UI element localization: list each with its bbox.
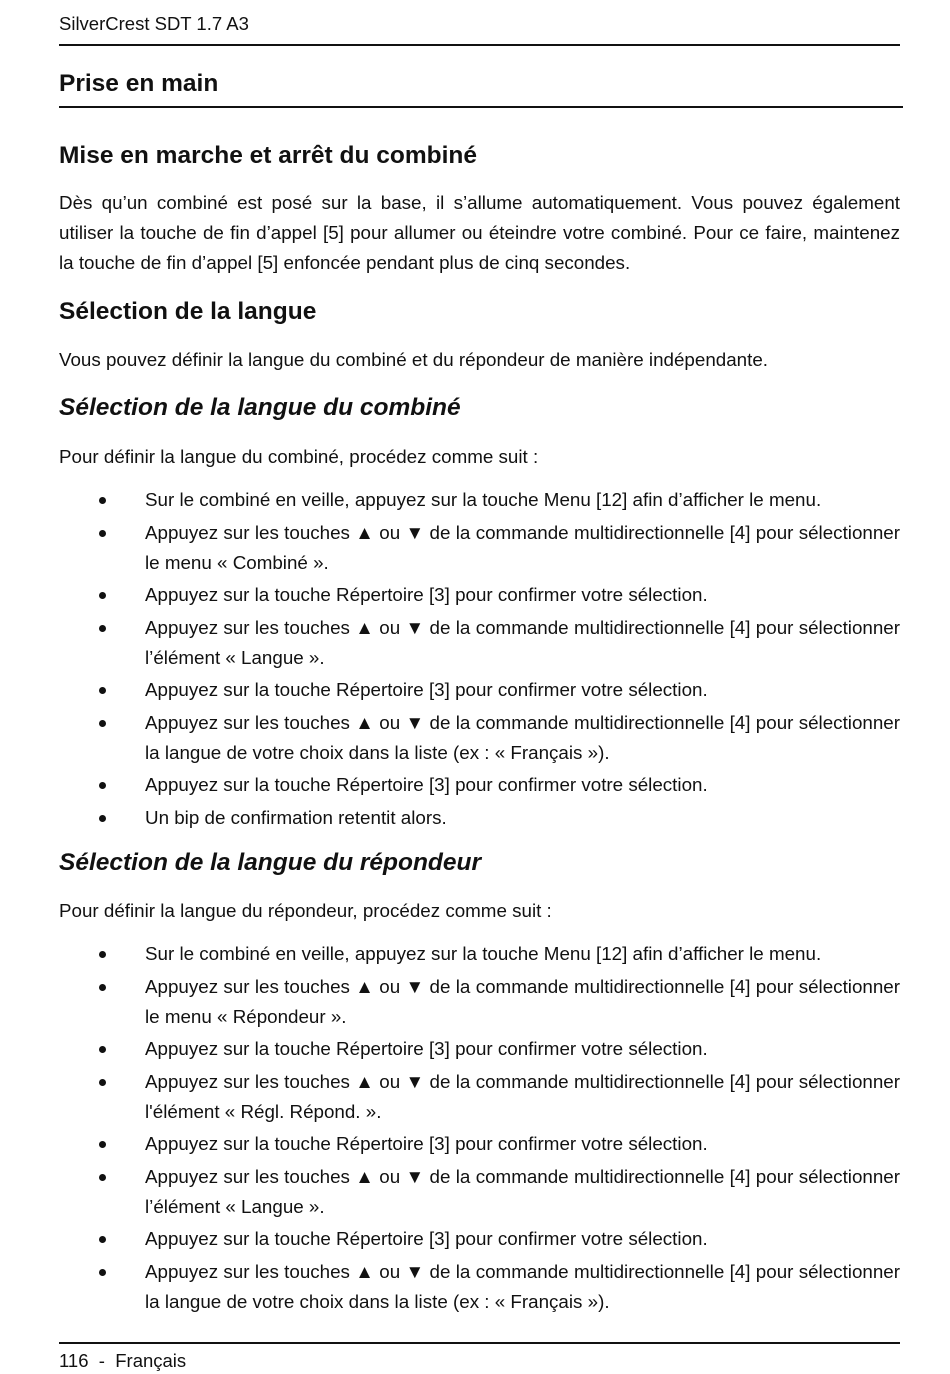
list-item (59, 803, 900, 833)
bullet-icon (99, 951, 106, 958)
language-heading: Sélection de la langue (59, 298, 317, 325)
page-number: 116 (59, 1350, 89, 1371)
bullet-icon (99, 1236, 106, 1243)
bullet-icon (99, 1046, 106, 1053)
list-item-text: Appuyez sur la touche Répertoire [3] pour confirmer votre sélection. (145, 1228, 708, 1249)
intro-heading: Mise en marche et arrêt du combiné (59, 142, 477, 169)
list-item-text: Sur le combiné en veille, appuyez sur la touche Menu [12] afin d’afficher le menu. (145, 943, 822, 964)
list-item-text: Appuyez sur les touches ▲ ou ▼ de la commande multidirectionnelle [4] pour sélectionner la langue de votre choix dans la liste (ex : « Français »). (145, 1260, 900, 1312)
list-item-text: Appuyez sur les touches ▲ ou ▼ de la commande multidirectionnelle [4] pour sélectionner l’élément « Langue ». (145, 1165, 900, 1217)
bullet-icon (99, 1079, 106, 1086)
chapter-title: Prise en main (59, 70, 219, 97)
bullet-icon (99, 984, 106, 991)
intro-paragraph: Dès qu’un combiné est posé sur la base, il s’allume automatiquement. Vous pouvez également utiliser la touche de fin d’appel [5] pour allumer ou éteindre votre combiné. Pour ce faire, maintenez la touche de fin d’appel [5] enfoncée pendant plus de cinq secondes. (59, 192, 900, 273)
bullet-icon (99, 497, 106, 504)
running-header: SilverCrest SDT 1.7 A3 (59, 13, 249, 34)
bullet-icon (99, 782, 106, 789)
list-item (59, 708, 900, 768)
bullet-icon (99, 1269, 106, 1276)
list-item-text: Un bip de confirmation retentit alors. (145, 806, 447, 828)
list-item-text: Sur le combiné en veille, appuyez sur la touche Menu [12] afin d’afficher le menu. (145, 489, 822, 510)
list-item (59, 1034, 900, 1064)
handset-heading: Sélection de la langue du combiné (59, 394, 461, 421)
bullet-icon (99, 1174, 106, 1181)
list-item (59, 1067, 900, 1127)
chapter-rule (59, 106, 903, 108)
document-page (59, 0, 900, 1374)
list-item-text: Appuyez sur la touche Répertoire [3] pour confirmer votre sélection. (145, 774, 708, 795)
footer-separator: - (98, 1350, 105, 1371)
bullet-icon (99, 815, 106, 822)
list-item (59, 939, 900, 969)
list-item (59, 770, 900, 800)
list-item (59, 675, 900, 705)
bullet-icon (99, 530, 106, 537)
list-item (59, 1224, 900, 1254)
bullet-icon (99, 1141, 106, 1148)
header-rule (59, 44, 900, 46)
list-item-text: Appuyez sur les touches ▲ ou ▼ de la commande multidirectionnelle [4] pour sélectionner la langue de votre choix dans la liste (ex : « Français »). (145, 711, 900, 763)
language-paragraph: Vous pouvez définir la langue du combiné et du répondeur de manière indépendante. (59, 349, 768, 370)
list-item (59, 972, 900, 1032)
list-item-text: Appuyez sur la touche Répertoire [3] pour confirmer votre sélection. (145, 1133, 708, 1154)
footer-language: Français (115, 1350, 187, 1371)
list-item-text: Appuyez sur les touches ▲ ou ▼ de la commande multidirectionnelle [4] pour sélectionner le menu « Combiné ». (145, 521, 900, 573)
bullet-icon (99, 720, 106, 727)
bullet-icon (99, 687, 106, 694)
answering-heading: Sélection de la langue du répondeur (59, 849, 482, 876)
list-item-text: Appuyez sur les touches ▲ ou ▼ de la commande multidirectionnelle [4] pour sélectionner le menu « Répondeur ». (145, 975, 900, 1027)
list-item (59, 580, 900, 610)
list-item-text: Appuyez sur la touche Répertoire [3] pour confirmer votre sélection. (145, 679, 708, 700)
answering-steps-list (59, 939, 900, 1319)
list-item (59, 518, 900, 578)
list-item-text: Appuyez sur la touche Répertoire [3] pour confirmer votre sélection. (145, 584, 708, 605)
handset-lead: Pour définir la langue du combiné, procédez comme suit : (59, 446, 539, 467)
list-item (59, 1129, 900, 1159)
list-item-text: Appuyez sur la touche Répertoire [3] pour confirmer votre sélection. (145, 1038, 708, 1059)
list-item (59, 1162, 900, 1222)
list-item-text: Appuyez sur les touches ▲ ou ▼ de la commande multidirectionnelle [4] pour sélectionner l’élément « Langue ». (145, 616, 900, 668)
list-item (59, 613, 900, 673)
bullet-icon (99, 625, 106, 632)
bullet-icon (99, 592, 106, 599)
list-item (59, 485, 900, 515)
page-footer (59, 1349, 186, 1373)
handset-steps-list (59, 485, 900, 835)
answering-lead: Pour définir la langue du répondeur, procédez comme suit : (59, 900, 552, 921)
list-item-text: Appuyez sur les touches ▲ ou ▼ de la commande multidirectionnelle [4] pour sélectionner l'élément « Régl. Répond. ». (145, 1070, 900, 1122)
list-item (59, 1257, 900, 1317)
footer-rule (59, 1342, 900, 1344)
